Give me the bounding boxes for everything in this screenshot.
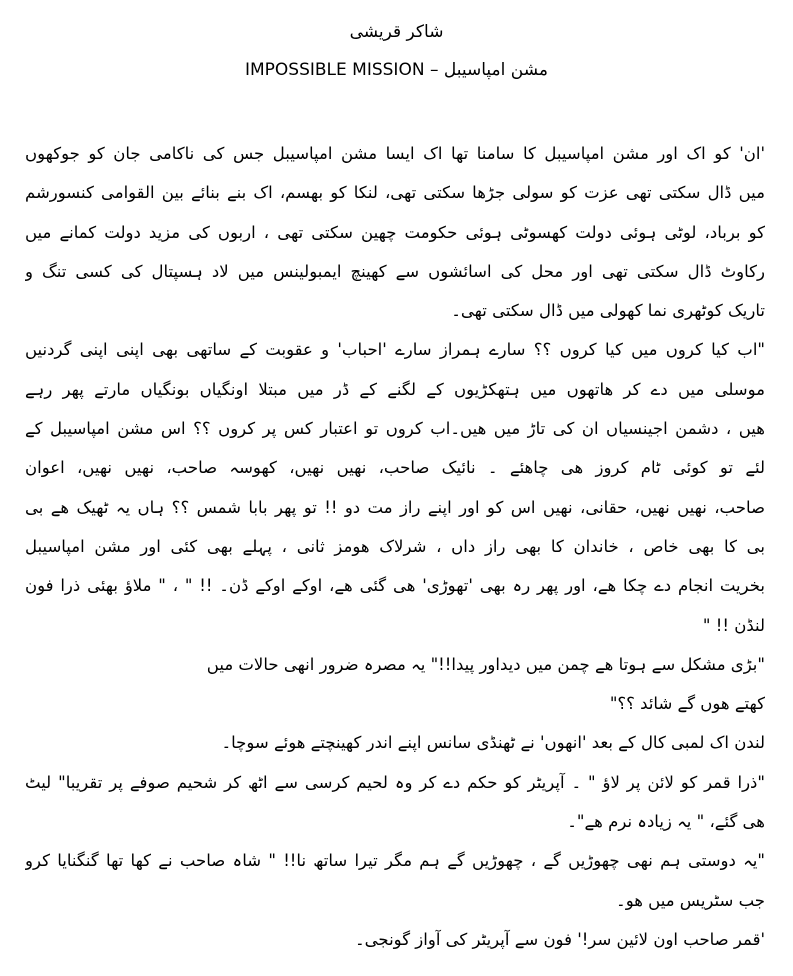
text-line: تاریک کوٹھری نما کھولی میں ڈال سکتی تھی۔ [451,301,765,321]
text-line: جب سٹریس میں ھو۔ [616,890,765,910]
text-line: ھی گئے، " یہ زیادہ نرم ھے"۔ [567,812,765,832]
text-line: 'قمر صاحب اون لائین سر!' فون سے آپریٹر کی آواز گونجی۔ [355,929,765,949]
body-text [25,134,765,959]
text-line: میں ڈال سکتی تھی عزت کو سولی جڑھا سکتی تھی، لنکا کو بھسم، اک بنے بنائے بین القوامی کنسورشم [25,183,765,203]
author-name: شاکر قریشی [349,22,444,42]
text-line: کھتے ھوں گے شائد ؟؟" [609,694,765,714]
text-line: رکاوٹ ڈال سکتی تھی اور محل کی اسائشوں سے کھینچ ایمبولینس میں لاد ہسپتال کی کسی تنگ و [25,261,765,281]
text-line: ھیں ، دشمن اجینسیاں ان کی تاڑ میں ھیں۔اب کروں تو اعتبار کس پر کروں ؟؟ اس مشن امپاسیبل کے [25,419,765,439]
text-line: بی کا بھی خاص ، خاندان کا بھی راز داں ، شرلاک ھومز ثانی ، پہلے بھی کئی اور مشن امپاسیبل [25,536,765,556]
text-line: لنڈن !! " [702,615,765,635]
text-line: "ذرا قمر کو لائن پر لاؤ " ۔ آپریٹر کو حکم دے کر وہ لحیم کرسی سے اٹھ کر شحیم صوفے پر تقریبا" لیٹ [25,772,765,792]
text-line: بخریت انجام دے چکا ھے، اور پھر رہ بھی 'تھوڑی' ھی گئی ھے، اوکے اوکے ڈن۔ !! " ، " ملاؤ بھئی ذرا فون [25,576,765,596]
text-line: موسلی میں دے کر ھاتھوں میں ہتھکڑیوں کے لگنے کے ڈر میں مبتلا اونگیاں بونگیاں مارتے پھر رہے [25,379,765,399]
text-line: کو برباد، لوٹی ہوئی دولت کھسوٹی ہوئی حکومت چھین سکتی تھی ، اربوں کی مزید دولت کمانے میں [25,222,765,242]
text-line: "بڑی مشکل سے ہوتا ھے چمن میں دیداور پیدا!!" یہ مصرہ ضرور انھی حالات میں [206,654,765,674]
text-line: "اب کیا کروں میں کیا کروں ؟؟ سارے ہمراز سارے 'احباب' و عقوبت کے ساتھی بھی اپنی اپنی گردنیں [25,340,765,360]
text-line: 'ان' کو اک اور مشن امپاسیبل کا سامنا تھا اک ایسا مشن امپاسیبل جس کی ناکامی جان کو جوکھوں [25,144,765,163]
text-line: "یہ دوستی ہم نھی چھوڑیں گے ، چھوڑیں گے ہم مگر تیرا ساتھ نا!! " شاہ صاحب نے کھا تھا گنگنایا کرو [25,851,765,871]
text-line: صاحب، نھیں نھیں، حقانی، نھیں اس کو اور اپنے راز مت دو !! تو پھر بابا شمس ؟؟ ہاں یہ ٹھیک ھے بی [25,497,765,517]
text-line: لندن اک لمبی کال کے بعد 'انھوں' نے ٹھنڈی سانس اپنے اندر کھینچتے ھوئے سوچا۔ [221,733,765,753]
text-line: لئے تو کوئی ٹام کروز ھی چاھئے ۔ نائیک صاحب، نھیں نھیں، کھوسہ صاحب، نھیں نھیں، اعوان [25,458,765,478]
document-title: مشن امپاسیبل – IMPOSSIBLE MISSION [244,60,548,80]
